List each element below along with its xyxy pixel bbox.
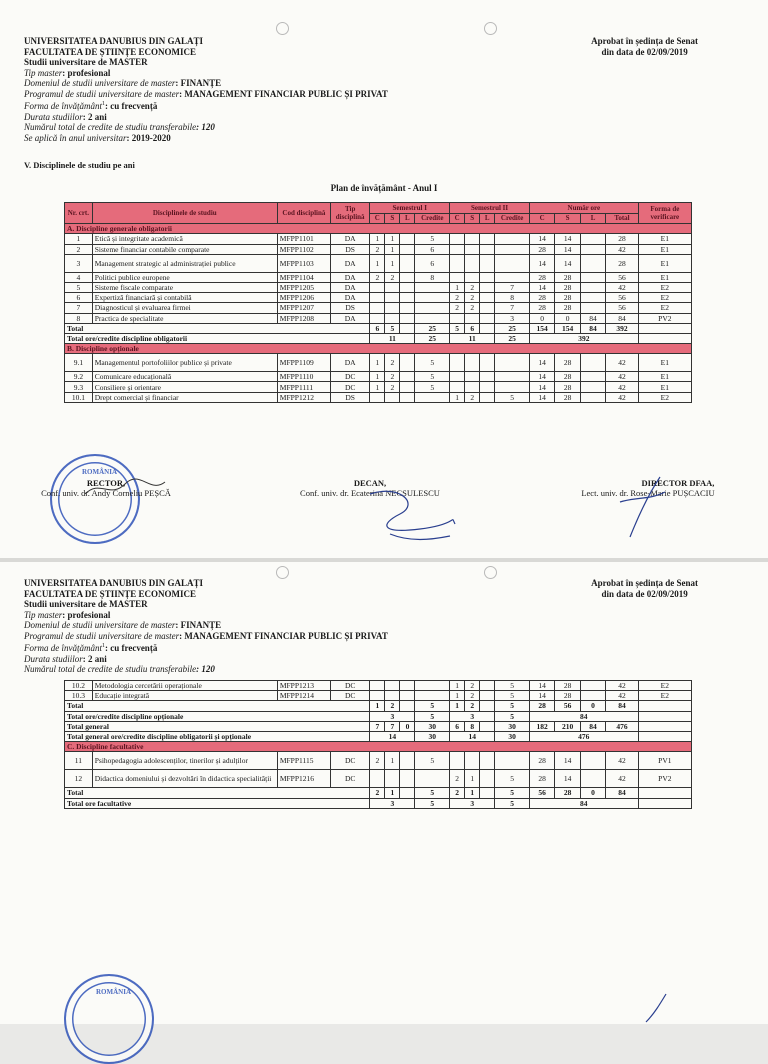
discipline-name: Sisteme financiar contabile comparate [92,244,277,254]
column-header: C [529,214,554,224]
discipline-row: 7 Diagnosticul și evaluarea firmei MFPP1207 DS 2 2 7 28 28 56 E2 [65,303,692,313]
punch-hole [276,22,289,35]
discipline-name: Diagnosticul și evaluarea firmei [92,303,277,313]
document-header [24,578,388,675]
discipline-row: 10.3 Educație integrată MFPP1214 DC 1 2 5 14 28 42 E2 [65,691,692,701]
discipline-name: Practica de specialitate [92,313,277,323]
total-credits: Numărul total de credite de studiu transferabile: 120 [24,122,215,132]
discipline-name: Metodologia cercetării operaționale [92,681,277,691]
table-header-row [65,203,692,214]
study-duration: Durata studiilor: 2 ani [24,111,107,122]
study-plan-table [64,202,692,403]
column-header: Tip disciplină [331,203,370,224]
university-seal: ROMÂNIA [64,974,154,1064]
rector-handwritten-signature [80,474,170,504]
rector-signature-block: RECTOR, Conf. univ. dr. Andy Corneliu PEȘCĂ [41,478,171,498]
column-header: Cod disciplină [277,203,330,224]
education-form: Forma de învățământ$^1$: cu frecvență [24,101,158,111]
discipline-row: 6 Expertiză financiară și contabilă MFPP1206 DA 2 2 8 28 28 56 E2 [65,293,692,303]
discipline-code: MFPP1207 [277,303,330,313]
discipline-row: 11 Psihopedagogia adolescenților, tinerilor și adulților MFPP1115 DC 2 1 5 28 14 42 PV1 [65,752,692,770]
discipline-name: Consiliere și orientare [92,382,277,392]
document-page-2 [0,562,768,1024]
discipline-code: MFPP1212 [277,392,330,402]
column-header: Disciplinele de studiu [92,203,277,224]
punch-hole [484,566,497,579]
discipline-code: MFPP1104 [277,272,330,282]
master-type: Tip master: profesional [24,609,111,620]
discipline-code: MFPP1109 [277,354,330,372]
document-header [24,36,388,143]
university-name: UNIVERSITATEA DANUBIUS DIN GALAȚI [24,578,203,588]
discipline-row: 9.1 Managementul portofoliilor publice și private MFPP1109 DA 1 2 5 14 28 42 E1 [65,354,692,372]
study-level: Studii universitare de MASTER [24,599,148,609]
summary-row: Total ore facultative 3 5 3 5 84 [65,798,692,808]
summary-row: Total ore/credite discipline obligatorii 11 25 11 25 392 [65,333,692,343]
category-row: A. Discipline generale obligatorii [65,224,692,234]
discipline-row: 2 Sisteme financiar contabile comparate MFPP1102 DS 2 1 6 28 14 42 E1 [65,244,692,254]
discipline-row: 9.3 Consiliere și orientare MFPP1111 DC 1 2 5 14 28 42 E1 [65,382,692,392]
discipline-code: MFPP1110 [277,372,330,382]
discipline-row: 4 Politici publice europene MFPP1104 DA 2 2 8 28 28 56 E1 [65,272,692,282]
column-header: S [385,214,400,224]
total-row: Total 1 2 5 1 2 5 28 56 0 84 [65,701,692,711]
director-signature-block: DIRECTOR DFAA, Lect. univ. dr. Rose-Marie PUȘCACIU [581,478,715,498]
column-header: Nr. crt. [65,203,93,224]
column-header: L [400,214,415,224]
summary-row: Total ore/credite discipline opționale 3 5 3 5 84 [65,711,692,721]
study-plan-table-continued [64,680,692,809]
study-domain: Domeniul de studii universitare de master: FINANȚE [24,78,222,88]
discipline-row: 10.1 Drept comercial și financiar MFPP1212 DS 1 2 5 14 28 42 E2 [65,392,692,402]
discipline-code: MFPP1214 [277,691,330,701]
total-row: Total 2 1 5 2 1 5 56 28 0 84 [65,788,692,798]
summary-row: Total general ore/credite discipline obligatorii și opționale 14 30 14 30 476 [65,731,692,741]
decan-signature-block: DECAN, Conf. univ. dr. Ecaterina NECȘULESCU [300,478,440,498]
discipline-code: MFPP1102 [277,244,330,254]
discipline-code: MFPP1111 [277,382,330,392]
academic-year: Se aplică în anul universitar: 2019-2020 [24,132,171,143]
punch-hole [484,22,497,35]
discipline-name: Politici publice europene [92,272,277,282]
university-seal: ROMÂNIA [50,454,140,544]
director-handwritten-signature [610,472,670,542]
column-header: S [555,214,580,224]
total-row: Total general 7 7 0 30 6 8 30 182 210 84 476 [65,721,692,731]
discipline-row: 12 Didactica domeniului și dezvoltări în didactica specialității MFPP1216 DC 2 1 5 28 14 42 PV2 [65,770,692,788]
discipline-name: Etică și integritate academică [92,234,277,244]
discipline-name: Expertiză financiară și contabilă [92,293,277,303]
study-domain: Domeniul de studii universitare de master: FINANȚE [24,620,222,630]
senate-approval: Aprobat în ședința de Senat din data de 02/09/2019 [591,36,698,57]
discipline-row: 5 Sisteme fiscale comparate MFPP1205 DA 1 2 7 14 28 42 E2 [65,282,692,292]
study-duration: Durata studiilor: 2 ani [24,653,107,664]
column-header: Forma de verificare [638,203,691,224]
discipline-code: MFPP1103 [277,254,330,272]
study-program: Programul de studii universitare de master: MANAGEMENT FINANCIAR PUBLIC ȘI PRIVAT [24,630,388,641]
discipline-code: MFPP1213 [277,681,330,691]
faculty-name: FACULTATEA DE ȘTIINȚE ECONOMICE [24,46,196,57]
decan-handwritten-signature [360,484,460,544]
column-header: Semestrul II [450,203,530,214]
column-header: S [465,214,480,224]
study-program: Programul de studii universitare de master: MANAGEMENT FINANCIAR PUBLIC ȘI PRIVAT [24,88,388,99]
handwritten-signature [636,992,676,1024]
column-header: C [450,214,465,224]
discipline-row: 1 Etică și integritate academică MFPP1101 DA 1 1 5 14 14 28 E1 [65,234,692,244]
discipline-name: Psihopedagogia adolescenților, tinerilor și adulților [92,752,277,770]
discipline-row: 8 Practica de specialitate MFPP1208 DA 3 0 0 84 84 PV2 [65,313,692,323]
discipline-name: Managementul portofoliilor publice și private [92,354,277,372]
section-title: V. Disciplinele de studiu pe ani [24,160,135,170]
discipline-name: Comunicare educațională [92,372,277,382]
column-header: Credite [495,214,530,224]
discipline-code: MFPP1205 [277,282,330,292]
discipline-code: MFPP1208 [277,313,330,323]
discipline-name: Didactica domeniului și dezvoltări în didactica specialității [92,770,277,788]
column-header: Total [606,214,638,224]
plan-title: Plan de învățământ - Anul I [330,183,438,193]
discipline-code: MFPP1216 [277,770,330,788]
column-header: L [480,214,495,224]
study-level: Studii universitare de MASTER [24,57,148,67]
discipline-code: MFPP1115 [277,752,330,770]
discipline-name: Sisteme fiscale comparate [92,282,277,292]
discipline-name: Educație integrată [92,691,277,701]
senate-approval: Aprobat în ședința de Senat din data de 02/09/2019 [591,578,698,599]
discipline-row: 9.2 Comunicare educațională MFPP1110 DC 1 2 5 14 28 42 E1 [65,372,692,382]
master-type: Tip master: profesional [24,67,111,78]
total-credits: Numărul total de credite de studiu transferabile: 120 [24,664,215,674]
total-row: Total 6 5 25 5 6 25 154 154 84 392 [65,323,692,333]
discipline-code: MFPP1101 [277,234,330,244]
column-header: L [580,214,605,224]
university-name: UNIVERSITATEA DANUBIUS DIN GALAȚI [24,36,203,46]
discipline-row: 10.2 Metodologia cercetării operaționale MFPP1213 DC 1 2 5 14 28 42 E2 [65,681,692,691]
category-row: C. Discipline facultative [65,742,692,752]
discipline-name: Management strategic al administrației publice [92,254,277,272]
column-header: Număr ore [529,203,638,214]
discipline-row: 3 Management strategic al administrației publice MFPP1103 DA 1 1 6 14 14 28 E1 [65,254,692,272]
discipline-code: MFPP1206 [277,293,330,303]
column-header: Semestrul I [370,203,450,214]
discipline-name: Drept comercial și financiar [92,392,277,402]
column-header: Credite [415,214,450,224]
category-row: B. Discipline opționale [65,344,692,354]
column-header: C [370,214,385,224]
education-form: Forma de învățământ$^1$: cu frecvență [24,643,158,653]
faculty-name: FACULTATEA DE ȘTIINȚE ECONOMICE [24,588,196,599]
